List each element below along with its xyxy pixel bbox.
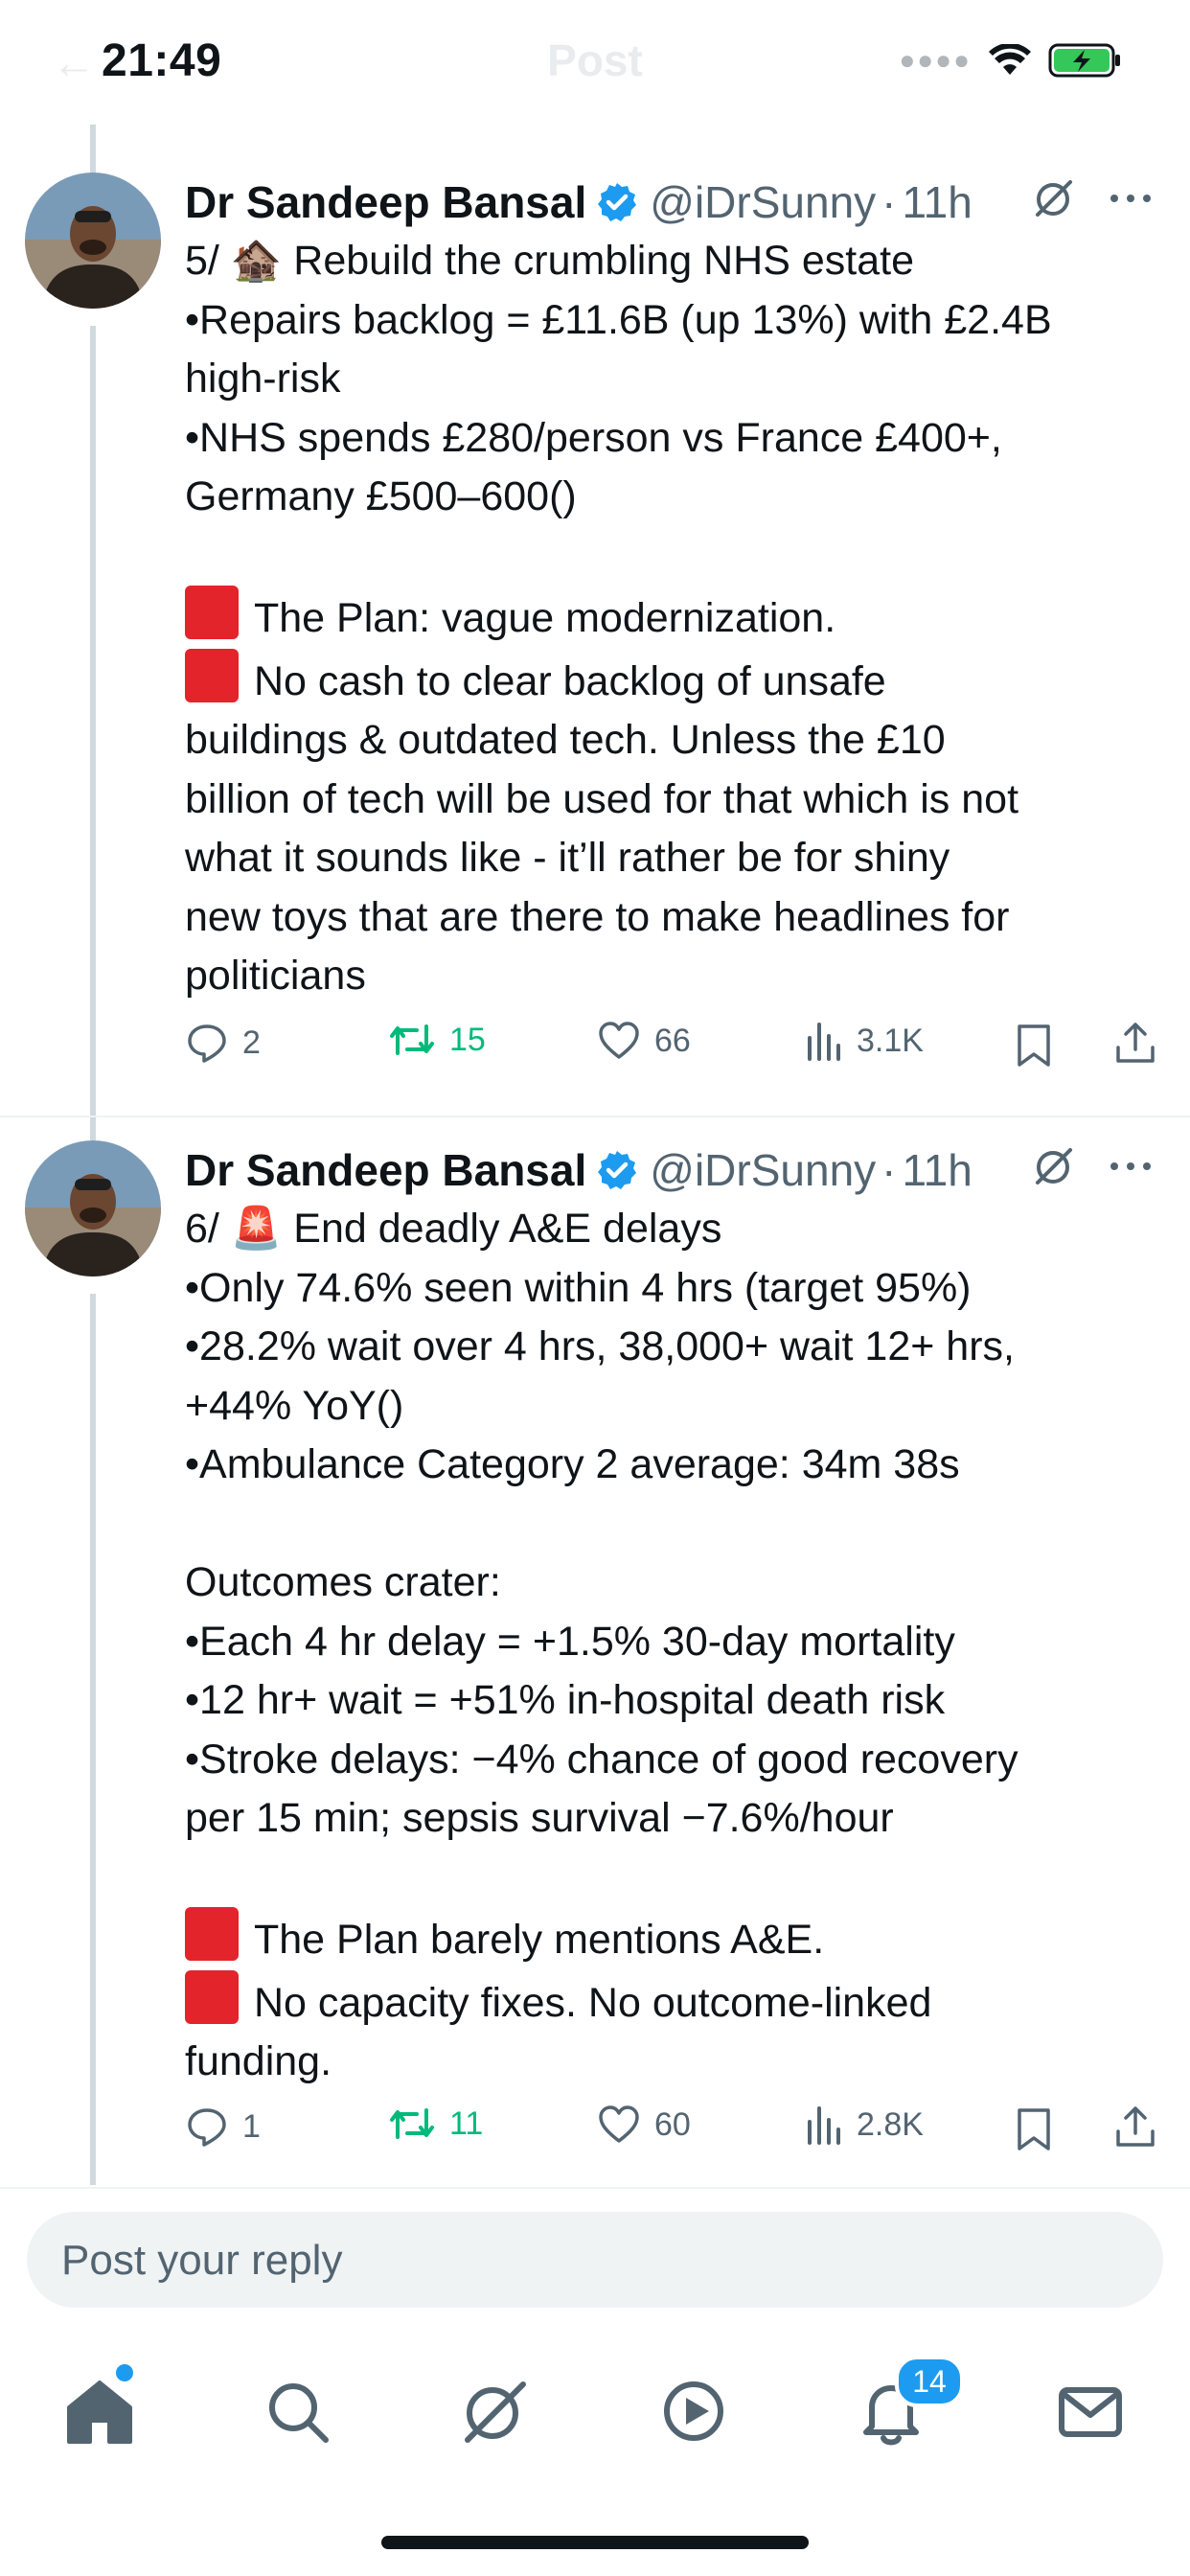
- tweet-line: Germany £500–600(): [185, 473, 577, 519]
- views-count: 2.8K: [857, 2105, 924, 2143]
- heart-icon: [597, 1021, 641, 1061]
- tweet-line: Outcomes crater:: [185, 1559, 501, 1605]
- video-play-icon[interactable]: [655, 2373, 732, 2450]
- tweet-line: funding.: [185, 2038, 332, 2084]
- tweet-line: The Plan barely mentions A&E.: [185, 1907, 1153, 1970]
- reply-icon: [185, 2104, 229, 2149]
- notifications-count-badge: 14: [895, 2356, 964, 2407]
- views-button[interactable]: [805, 1021, 924, 1061]
- status-indicators: [899, 42, 1123, 79]
- red-square-emoji: [185, 1907, 239, 1961]
- tweet-text: [185, 232, 1153, 1006]
- tweet-line: buildings & outdated tech. Unless the £10: [185, 717, 946, 763]
- avatar[interactable]: [25, 1140, 161, 1276]
- thread-line-1: [90, 326, 96, 1140]
- views-button[interactable]: [805, 2104, 924, 2145]
- tweet-line: The Plan: vague modernization.: [185, 586, 1153, 649]
- tweet-line: +44% YoY(): [185, 1382, 404, 1429]
- tweet-body: [185, 172, 1153, 1006]
- tweet-line: No cash to clear backlog of unsafe: [185, 649, 1153, 712]
- repost-count: 11: [449, 2104, 484, 2142]
- author-name[interactable]: Dr Sandeep Bansal: [185, 177, 587, 227]
- tweet-line: billion of tech will be used for that which is not: [185, 775, 1019, 822]
- battery-charging-icon: [1048, 42, 1123, 79]
- tweet-time: 11h: [902, 177, 973, 227]
- views-chart-icon: [805, 1021, 843, 1061]
- red-square-emoji: [185, 649, 239, 702]
- tweet-line: 6/ 🚨 End deadly A&E delays: [185, 1206, 722, 1252]
- repost-icon: [388, 2104, 436, 2143]
- tweet-line: •12 hr+ wait = +51% in-hospital death risk: [185, 1677, 946, 1723]
- reply-placeholder: Post your reply: [61, 2237, 343, 2284]
- header-title: Post: [547, 35, 643, 85]
- author-handle[interactable]: @iDrSunny: [650, 177, 877, 227]
- tweet-header: [185, 172, 1153, 232]
- home-indicator: [381, 2536, 809, 2549]
- home-icon[interactable]: [61, 2373, 138, 2450]
- tweet-line: high-risk: [185, 356, 341, 402]
- grok-tab-icon[interactable]: [456, 2373, 533, 2450]
- author-name[interactable]: Dr Sandeep Bansal: [185, 1145, 587, 1195]
- tweet-body: [185, 1140, 1153, 2092]
- separator: ·: [881, 177, 897, 227]
- repost-button[interactable]: [388, 2104, 483, 2143]
- red-square-emoji: [185, 1970, 239, 2024]
- reply-button[interactable]: [185, 2104, 261, 2149]
- like-button[interactable]: [597, 1021, 691, 1061]
- tweet-divider: [0, 1116, 1190, 1117]
- separator: ·: [881, 1145, 897, 1195]
- tweet-line: •Only 74.6% seen within 4 hrs (target 95%): [185, 1264, 972, 1311]
- repost-icon: [388, 1021, 436, 1059]
- bookmark-icon[interactable]: [1015, 2106, 1053, 2152]
- tweet-line: 5/ 🏚️ Rebuild the crumbling NHS estate: [185, 238, 915, 284]
- more-options-icon[interactable]: [1109, 1161, 1153, 1172]
- reply-input[interactable]: [27, 2212, 1163, 2308]
- status-time: 21:49: [102, 35, 222, 86]
- reply-count: 2: [242, 1024, 261, 1061]
- views-count: 3.1K: [857, 1022, 924, 1059]
- tweet-line: •28.2% wait over 4 hrs, 38,000+ wait 12+ hrs,: [185, 1323, 1015, 1369]
- tweet-actions: [185, 2104, 1162, 2162]
- tweet-time: 11h: [902, 1145, 973, 1195]
- tweet-line: •Each 4 hr delay = +1.5% 30-day mortality: [185, 1618, 955, 1665]
- tweet-line: [185, 1849, 1153, 1908]
- tweet-line: per 15 min; sepsis survival −7.6%/hour: [185, 1795, 894, 1841]
- messages-envelope-icon[interactable]: [1052, 2373, 1129, 2450]
- back-arrow-icon[interactable]: ←: [52, 37, 96, 87]
- like-button[interactable]: [597, 2104, 691, 2145]
- verified-badge-icon: [596, 181, 638, 223]
- tweet-line: [185, 527, 1153, 586]
- bottom-tab-bar: [0, 2319, 1190, 2492]
- heart-icon: [597, 2104, 641, 2145]
- tweet-header: [185, 1140, 1153, 1200]
- home-unread-dot: [113, 2361, 136, 2384]
- grok-icon[interactable]: [1032, 176, 1076, 220]
- bookmark-icon[interactable]: [1015, 1023, 1053, 1069]
- tweet-text: [185, 1200, 1153, 2092]
- reply-count: 1: [242, 2107, 261, 2145]
- tweet-actions: [185, 1021, 1162, 1078]
- like-count: 66: [654, 1022, 691, 1059]
- tweet-line: what it sounds like - it’ll rather be for shiny: [185, 835, 950, 881]
- share-icon[interactable]: [1112, 1021, 1158, 1067]
- tweet-line: •Repairs backlog = £11.6B (up 13%) with £2.4B: [185, 296, 1052, 343]
- red-square-emoji: [185, 586, 239, 639]
- author-handle[interactable]: @iDrSunny: [650, 1145, 877, 1195]
- verified-badge-icon: [596, 1149, 638, 1191]
- avatar[interactable]: [25, 172, 161, 309]
- like-count: 60: [654, 2105, 691, 2143]
- tweet-line: new toys that are there to make headlines for: [185, 893, 1010, 940]
- repost-count: 15: [449, 1021, 486, 1058]
- search-icon[interactable]: [259, 2373, 335, 2450]
- reply-icon: [185, 1021, 229, 1065]
- tweet-line: politicians: [185, 953, 366, 999]
- reply-divider: [0, 2187, 1190, 2189]
- tweet-line: •Ambulance Category 2 average: 34m 38s: [185, 1441, 960, 1487]
- views-chart-icon: [805, 2104, 843, 2145]
- tweet-line: No capacity fixes. No outcome-linked: [185, 1970, 1153, 2034]
- repost-button[interactable]: [388, 1021, 486, 1059]
- reply-button[interactable]: [185, 1021, 261, 1065]
- cellular-signal-icon: ●●●●: [899, 45, 972, 75]
- grok-icon[interactable]: [1032, 1144, 1076, 1188]
- wifi-icon: [989, 44, 1031, 77]
- tweet-line: •Stroke delays: −4% chance of good recovery: [185, 1736, 1018, 1782]
- tweet-line: •NHS spends £280/person vs France £400+,: [185, 414, 1002, 461]
- tweet-line: [185, 1495, 1153, 1554]
- status-bar: [0, 0, 1190, 125]
- thread-line-2: [90, 1294, 96, 2185]
- share-icon[interactable]: [1112, 2104, 1158, 2150]
- more-options-icon[interactable]: [1109, 193, 1153, 204]
